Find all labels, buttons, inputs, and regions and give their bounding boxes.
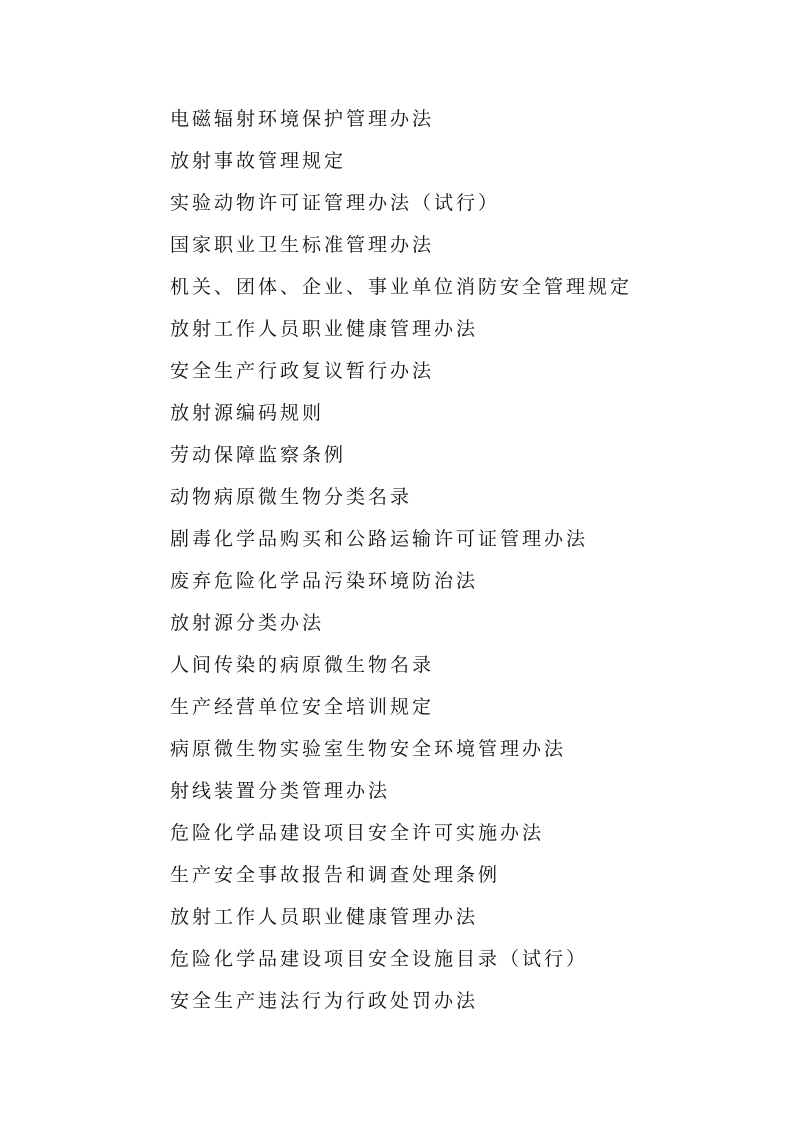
list-item: 剧毒化学品购买和公路运输许可证管理办法: [170, 528, 589, 550]
list-item: 生产安全事故报告和调查处理条例: [170, 864, 501, 886]
list-item: 病原微生物实验室生物安全环境管理办法: [170, 738, 567, 760]
list-item: 放射源分类办法: [170, 612, 325, 634]
list-item: 放射工作人员职业健康管理办法: [170, 906, 479, 928]
list-item: 动物病原微生物分类名录: [170, 486, 413, 508]
list-item: 人间传染的病原微生物名录: [170, 654, 435, 676]
list-item: 放射源编码规则: [170, 402, 325, 424]
list-item: 危险化学品建设项目安全许可实施办法: [170, 822, 545, 844]
list-item: 放射工作人员职业健康管理办法: [170, 318, 479, 340]
list-item: 射线装置分类管理办法: [170, 780, 391, 802]
list-item: 废弃危险化学品污染环境防治法: [170, 570, 479, 592]
list-item: 安全生产行政复议暂行办法: [170, 360, 435, 382]
list-item: 放射事故管理规定: [170, 150, 347, 172]
list-item: 电磁辐射环境保护管理办法: [170, 108, 435, 130]
list-item: 机关、团体、企业、事业单位消防安全管理规定: [170, 276, 633, 298]
list-item: 安全生产违法行为行政处罚办法: [170, 990, 479, 1012]
regulation-list: [170, 98, 632, 1022]
list-item: 危险化学品建设项目安全设施目录（试行）: [170, 948, 589, 970]
list-item: 劳动保障监察条例: [170, 444, 347, 466]
list-item: 国家职业卫生标准管理办法: [170, 234, 435, 256]
list-item: 生产经营单位安全培训规定: [170, 696, 435, 718]
list-item: 实验动物许可证管理办法（试行）: [170, 192, 501, 214]
